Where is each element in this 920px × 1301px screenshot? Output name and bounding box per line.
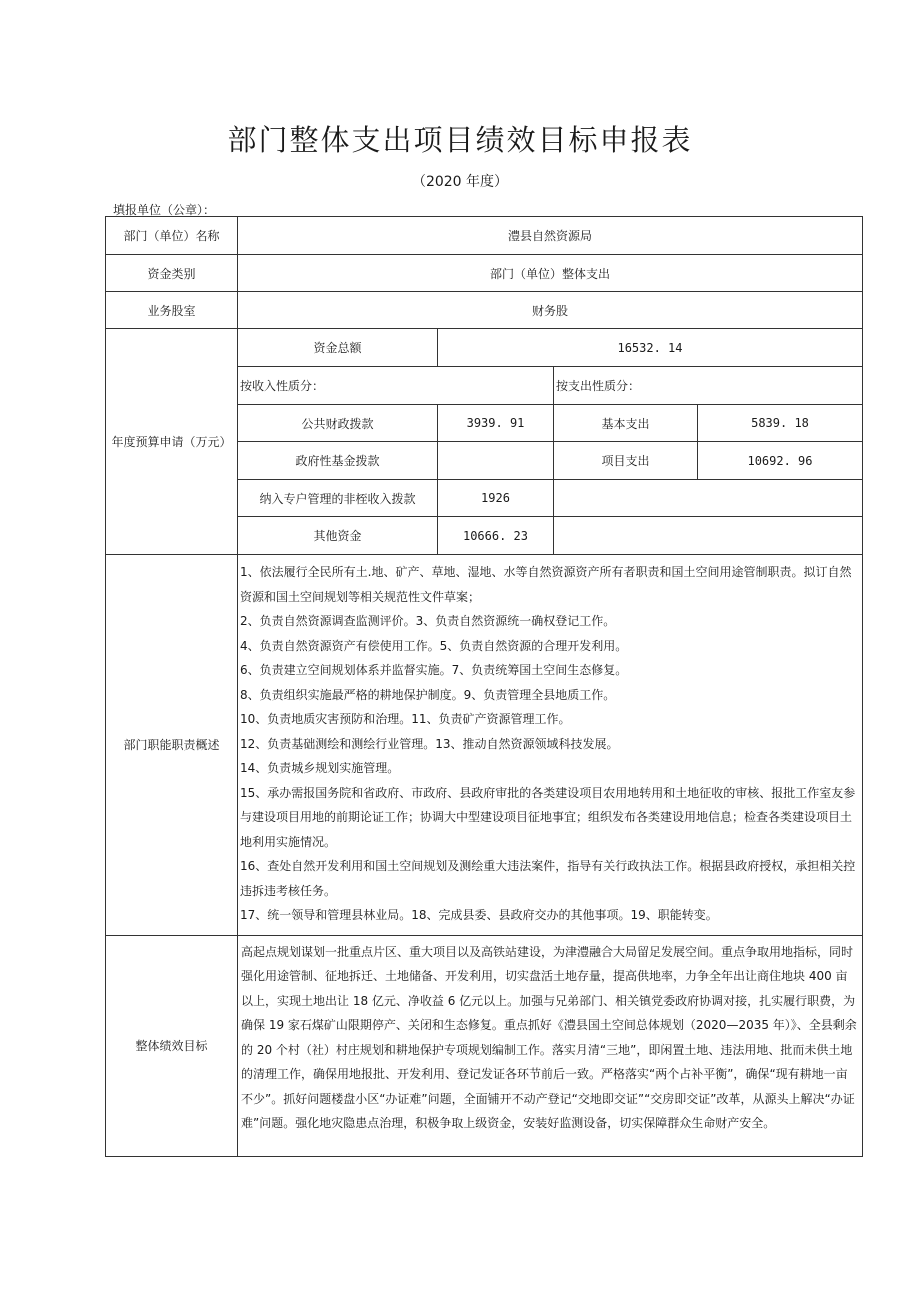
basic-expense-value: 5839. 18 (698, 405, 863, 442)
public-fund-label: 公共财政拨款 (238, 405, 438, 442)
duty-item: 2、负责自然资源调查监测评价。3、负责自然资源统一确权登记工作。 (240, 614, 616, 628)
other-fund-value: 10666. 23 (438, 517, 554, 555)
duty-item: 4、负责自然资源资产有偿使用工作。5、负责自然资源的合理开发利用。 (240, 638, 628, 653)
year-subtitle: （2020 年度） (411, 174, 509, 190)
duty-item: 8、负责组织实施最严格的耕地保护制度。9、负责管理全县地质工作。 (240, 687, 616, 702)
by-income-label: 按收入性质分： (238, 367, 554, 405)
gov-fund-label: 政府性基金拨款 (238, 442, 438, 480)
goal-text: 高起点规划谋划一批重点片区、重大项目以及高铁站建设，为津澧融合大局留足发展空间。重点争取用地指标，同时强化用途管制、征地拆迁、土地储备、开发利用，切实盘活土地存量，提高供地率，力争全年出让商住地块 400 亩以上，实现土地出让 18 亿元、净收益 6 亿元以上。加强与兄弟部门、相关镇党委政府协调对接，扎实履行职费，为确保 19 家石煤矿山限期停产、关闭和生态修复。重点抓好《澧县国土空间总体规划（2020—2035 年）》、全县剩余的 20 个村（社）村庄规划和耕地保护专项规划编制工作。落实月清“三地”，即闲置土地、违法用地、批而未供土地的清理工作，确保用地报批、开发利用、登记发证各环节前后一致。严格落实“两个占补平衡”，确保“现有耕地一亩不少”。抓好问题楼盘小区“办证难”问题，全面铺开不动产登记“交地即交证”“交房即交证”改革，从源头上解决“办证难”问题。强化地灾隐患点治理，积极争取上级资金，安装好监测设备，切实保障群众生命财产安全。 (238, 935, 863, 1156)
basic-expense-label: 基本支出 (554, 405, 698, 442)
duties-list (238, 555, 863, 936)
duty-item: 12、负责基础测绘和测绘行业管理。13、推动自然资源领域科技发展。 (240, 736, 619, 751)
by-expense-label: 按支出性质分： (554, 367, 863, 405)
nontax-empty (554, 480, 863, 517)
nontax-label: 纳入专户管理的非桎收入拨款 (238, 480, 438, 517)
duty-item: 17、统一领导和管理县林业局。18、完成县委、县政府交办的其他事项。19、职能转变。 (240, 908, 718, 922)
duty-item: 1、依法履行全民所有土.地、矿产、草地、湿地、水等自然资源资产所有者职责和国土空间用途管制职责。拟订自然资源和国土空间规划等相关规范性文件草案； (240, 565, 852, 604)
fill-unit-label: 填报单位（公章）： (113, 203, 216, 217)
project-expense-label: 项目支出 (554, 442, 698, 480)
duty-item: 16、查处自然开发利用和国土空间规划及测绘重大违法案件，指导有关行政执法工作。根据县政府授权，承担相关控违拆违考核任务。 (240, 859, 856, 898)
fund-type-value: 部门（单位）整体支出 (238, 255, 863, 292)
duties-label: 部门职能职责概述 (106, 555, 238, 936)
total-value: 16532. 14 (438, 329, 863, 367)
budget-label: 年度预算申请（万元） (106, 329, 238, 555)
office-label: 业务股室 (106, 292, 238, 329)
total-label: 资金总额 (238, 329, 438, 367)
duty-item: 14、负责城乡规划实施管理。 (240, 761, 400, 775)
other-fund-label: 其他资金 (238, 517, 438, 555)
performance-table (105, 216, 863, 1157)
public-fund-value: 3939. 91 (438, 405, 554, 442)
dept-label: 部门（单位）名称 (106, 217, 238, 255)
nontax-value: 1926 (438, 480, 554, 517)
dept-value: 澧县自然资源局 (238, 217, 863, 255)
other-empty (554, 517, 863, 555)
goal-label: 整体绩效目标 (106, 935, 238, 1156)
gov-fund-value (438, 442, 554, 480)
fund-type-label: 资金类别 (106, 255, 238, 292)
page-title: 部门整体支出项目绩效目标申报表 (227, 123, 693, 157)
office-value: 财务股 (238, 292, 863, 329)
duty-item: 10、负责地质灾害预防和治理。11、负责矿产资源管理工作。 (240, 712, 571, 726)
project-expense-value: 10692. 96 (698, 442, 863, 480)
duty-item: 6、负责建立空间规划体系并监督实施。7、负责统筹国土空间生态修复。 (240, 663, 628, 677)
duty-item: 15、承办需报国务院和省政府、市政府、县政府审批的各类建设项目农用地转用和土地征收的审核、报批工作室友参与建设项目用地的前期论证工作；协调大中型建设项目征地事宜；组织发布各类建设用地信息；检查各类建设项目土地利用实施情况。 (240, 785, 856, 849)
